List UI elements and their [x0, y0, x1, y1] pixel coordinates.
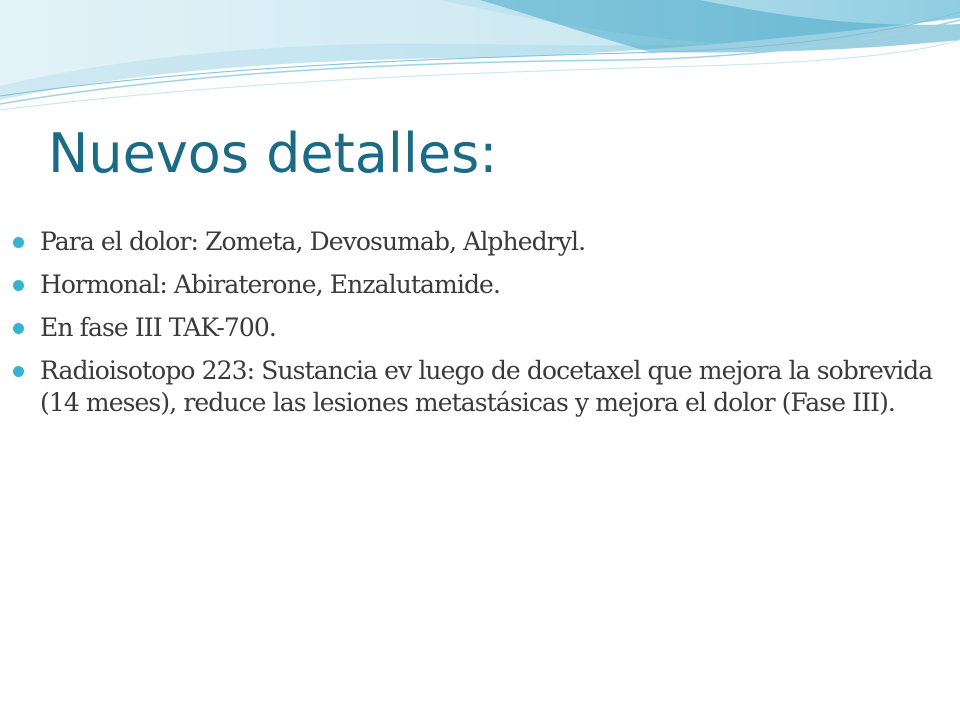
- bullet-item: [0, 312, 960, 344]
- bullet-text: Radioisotopo 223: Sustancia ev luego de docetaxel que mejora la sobrevida (14 meses), reduce las lesiones metastásicas y mejora el dolor (Fase III).: [40, 356, 933, 417]
- bullet-list: [0, 226, 960, 430]
- bullet-text: Para el dolor: Zometa, Devosumab, Alphedryl.: [40, 227, 586, 256]
- bullet-dot-icon: [13, 280, 24, 291]
- bullet-dot-icon: [13, 323, 24, 334]
- bullet-item: [0, 269, 960, 301]
- bullet-item: [0, 355, 960, 419]
- header-wave-decoration: [0, 0, 960, 120]
- bullet-text: En fase III TAK-700.: [40, 313, 276, 342]
- bullet-dot-icon: [13, 237, 24, 248]
- bullet-text: Hormonal: Abiraterone, Enzalutamide.: [40, 270, 500, 299]
- bullet-item: [0, 226, 960, 258]
- bullet-dot-icon: [13, 366, 24, 377]
- slide-title: Nuevos detalles:: [48, 122, 498, 185]
